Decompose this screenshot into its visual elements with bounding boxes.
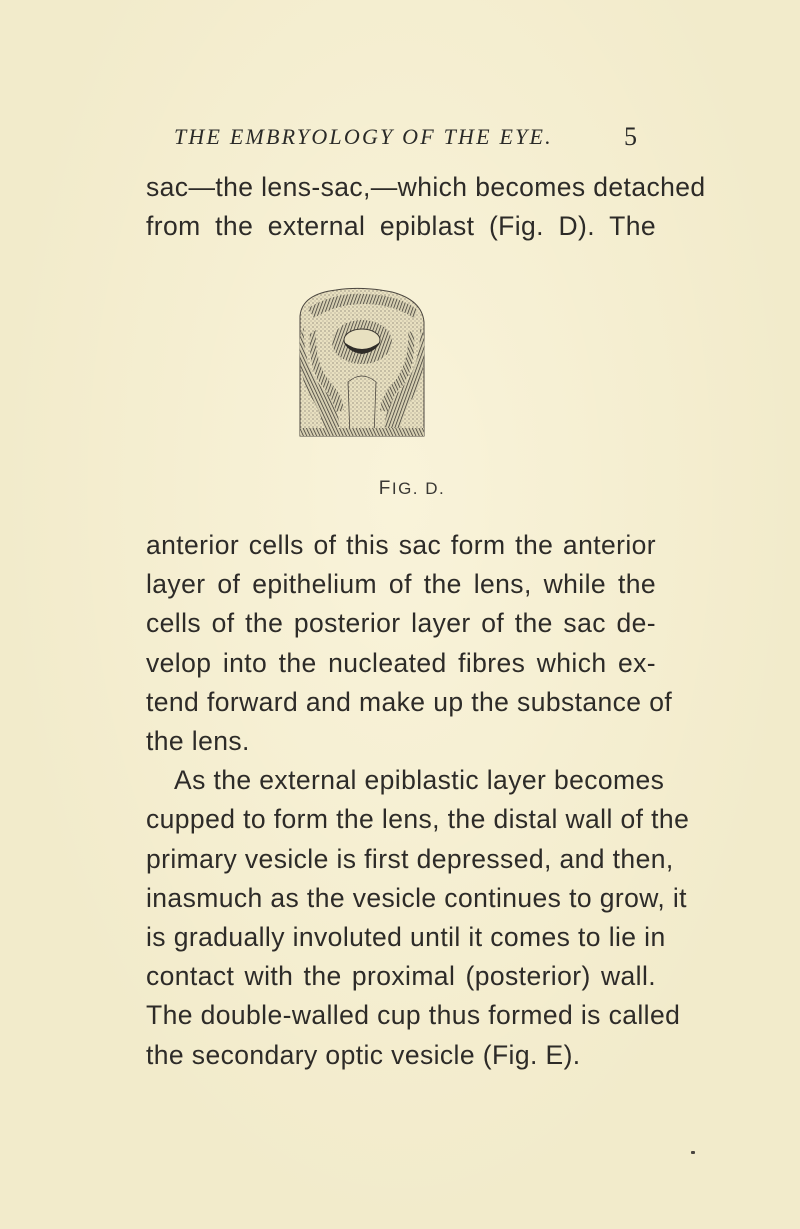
text-line: As the external epiblastic layer becomes [174,765,665,796]
text-line: velop into the nucleated fibres which ex- [146,647,656,678]
text-line: tend forward and make up the substance of [146,686,673,717]
running-title: THE EMBRYOLOGY OF THE EYE. [174,124,553,149]
text-line: the lens. [146,726,250,757]
text-line: the secondary optic vesicle (Fig. E). [146,1039,581,1070]
figure-caption [0,478,800,500]
running-head [174,120,654,156]
text-line: is gradually involuted until it comes to lie in [146,922,666,953]
figure-d-illustration [296,286,428,444]
text-line: cupped to form the lens, the distal wall of the [146,804,690,835]
text-line: sac—the lens-sac,—which becomes detached [146,172,706,202]
text-line: primary vesicle is first depressed, and then, [146,843,674,874]
text-line: anterior cells of this sac form the anterior [146,530,656,560]
page-number: 5 [624,122,637,151]
caption-text: IG. D. [391,479,446,498]
text-line: contact with the proximal (posterior) wall. [146,961,656,992]
text-line: layer of epithelium of the lens, while the [146,569,656,600]
paragraph-lens-cells [146,526,690,1075]
text-line: inasmuch as the vesicle continues to grow, it [146,882,687,913]
ink-speck [691,1151,695,1154]
paragraph-secondary-vesicle [146,761,690,1075]
text-line: cells of the posterior layer of the sac de- [146,608,656,639]
paragraph-continued [146,168,706,246]
text-line: The double-walled cup thus formed is called [146,1000,681,1031]
caption-initial: F [378,478,392,499]
text-line: from the external epiblast (Fig. D). The [146,211,656,242]
